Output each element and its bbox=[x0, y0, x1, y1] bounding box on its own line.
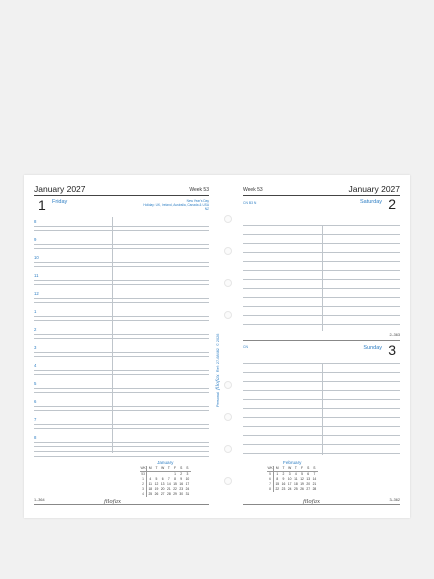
calendar-header-cell: T bbox=[293, 466, 299, 472]
mini-calendar-title: January bbox=[157, 460, 174, 465]
hour-label: 5 bbox=[34, 381, 37, 386]
spine-brand: filofax bbox=[215, 374, 221, 390]
calendar-day-cell: 22 bbox=[173, 487, 177, 491]
hour-label: 9 bbox=[34, 237, 37, 242]
holiday-line: Holiday: UK, Ireland, Australia, Canada & USA bbox=[143, 203, 209, 207]
half-hour-rule bbox=[34, 230, 209, 231]
calendar-day-cell: 1 bbox=[276, 472, 279, 476]
hour-label: 3 bbox=[34, 345, 37, 350]
calendar-day-cell: 16 bbox=[179, 482, 184, 486]
calendar-day-cell: 6 bbox=[307, 472, 310, 476]
calendar-header-cell: F bbox=[299, 466, 305, 472]
calendar-week-cell: 2 bbox=[140, 482, 147, 487]
calendar-day-cell: 12 bbox=[300, 477, 304, 481]
calendar-day-cell: 25 bbox=[148, 492, 153, 496]
half-hour-rule bbox=[34, 356, 209, 357]
calendar-header-cell: WK bbox=[267, 466, 273, 470]
hour-rule bbox=[34, 226, 209, 227]
calendar-day-cell: 27 bbox=[306, 487, 311, 491]
hour-rule bbox=[34, 298, 209, 299]
left-week-number: Week 53 bbox=[189, 187, 209, 193]
calendar-week-cell: 1 bbox=[140, 477, 147, 482]
calendar-day-cell: 11 bbox=[294, 477, 298, 481]
hour-label: 4 bbox=[34, 363, 37, 368]
calendar-day-cell: 17 bbox=[287, 482, 292, 486]
calendar-day-cell: 2 bbox=[180, 472, 183, 476]
calendar-day-cell: 9 bbox=[282, 477, 285, 481]
hour-label: 7 bbox=[34, 417, 37, 422]
calendar-day-cell: 17 bbox=[185, 482, 190, 486]
calendar-day-cell: 21 bbox=[312, 482, 317, 486]
left-header-rule bbox=[34, 195, 209, 196]
saturday-day-name: Saturday bbox=[359, 199, 382, 205]
holiday-note bbox=[143, 199, 209, 211]
calendar-day-cell: 4 bbox=[149, 477, 152, 481]
column-divider bbox=[112, 217, 113, 453]
note-rule bbox=[34, 456, 209, 457]
half-hour-rule bbox=[34, 302, 209, 303]
calendar-day-cell: 8 bbox=[276, 477, 279, 481]
calendar-header-cell: S bbox=[307, 466, 310, 470]
hour-label: 1 bbox=[34, 309, 37, 314]
calendar-day-cell: 12 bbox=[154, 482, 159, 486]
filofax-logo-left: filofax bbox=[104, 499, 122, 505]
sunday-column-divider bbox=[322, 363, 323, 455]
filofax-logo-right: filofax bbox=[303, 499, 321, 505]
saturday-day-code: 2–363 bbox=[389, 333, 400, 337]
calendar-header-cell: T bbox=[280, 466, 286, 472]
calendar-header-cell: T bbox=[166, 466, 172, 472]
hour-label: 6 bbox=[34, 399, 37, 404]
calendar-week-cell: 7 bbox=[267, 482, 274, 487]
half-hour-rule bbox=[34, 374, 209, 375]
calendar-day-cell: 10 bbox=[185, 477, 190, 481]
calendar-header-cell: W bbox=[161, 466, 165, 470]
hour-label: 12 bbox=[34, 291, 39, 296]
calendar-day-cell: 7 bbox=[167, 477, 170, 481]
calendar-day-cell: 18 bbox=[294, 482, 298, 486]
left-footer-rule bbox=[34, 504, 209, 505]
calendar-header-cell: S bbox=[180, 466, 183, 470]
calendar-day-cell: 28 bbox=[167, 492, 171, 496]
calendar-day-cell: 23 bbox=[281, 487, 286, 491]
calendar-week-cell: 4 bbox=[140, 492, 147, 497]
calendar-day-cell: 21 bbox=[167, 487, 171, 491]
calendar-week-cell: 53 bbox=[141, 472, 145, 476]
calendar-day-cell: 16 bbox=[281, 482, 286, 486]
hour-rule bbox=[34, 280, 209, 281]
right-week-number: Week 53 bbox=[243, 187, 263, 193]
half-hour-rule bbox=[34, 266, 209, 267]
hour-rule bbox=[34, 244, 209, 245]
hour-rule bbox=[34, 352, 209, 353]
left-page bbox=[24, 175, 217, 518]
hour-label: 10 bbox=[34, 255, 39, 260]
day-separator-rule bbox=[243, 340, 400, 341]
calendar-day-cell: 15 bbox=[275, 482, 280, 486]
holiday-line: NZ bbox=[204, 207, 209, 211]
calendar-header-cell: M bbox=[274, 466, 281, 472]
calendar-day-cell: 18 bbox=[148, 487, 153, 491]
calendar-day-cell: 27 bbox=[160, 492, 165, 496]
calendar-week-cell: 5 bbox=[267, 472, 274, 478]
calendar-header-cell: S bbox=[186, 466, 189, 470]
moon-phase-note: CN B3 N bbox=[243, 201, 257, 205]
hour-rule bbox=[34, 424, 209, 425]
spine-copyright: © 2026 bbox=[216, 333, 220, 346]
sunday-day-number: 3 bbox=[388, 342, 396, 358]
half-hour-rule bbox=[34, 320, 209, 321]
hour-label: 2 bbox=[34, 327, 37, 332]
calendar-day-cell: 2 bbox=[282, 472, 285, 476]
calendar-day-cell: 15 bbox=[173, 482, 177, 486]
calendar-day-cell: 7 bbox=[313, 472, 316, 476]
calendar-day-cell: 24 bbox=[185, 487, 190, 491]
right-footer-code: 3–362 bbox=[389, 498, 400, 502]
calendar-day-cell: 24 bbox=[287, 487, 292, 491]
half-hour-rule bbox=[34, 392, 209, 393]
calendar-day-cell: 23 bbox=[179, 487, 184, 491]
hour-label: 8 bbox=[34, 435, 37, 440]
calendar-day-cell: 5 bbox=[301, 472, 303, 476]
calendar-day-cell: 25 bbox=[294, 487, 298, 491]
spine-code: Ref: 27-68482 bbox=[216, 348, 220, 373]
left-month-title: January 2027 bbox=[34, 184, 86, 194]
calendar-week-cell: 8 bbox=[267, 487, 274, 492]
calendar-day-cell: 10 bbox=[287, 477, 292, 481]
left-day-number: 1 bbox=[38, 197, 46, 213]
calendar-day-cell: 8 bbox=[174, 477, 176, 481]
calendar-header-cell: M bbox=[147, 466, 154, 472]
right-footer-rule bbox=[243, 504, 400, 505]
hour-rule bbox=[34, 388, 209, 389]
calendar-week-cell: 6 bbox=[267, 477, 274, 482]
calendar-day-cell: 14 bbox=[312, 477, 317, 481]
calendar-day-cell: 3 bbox=[288, 472, 291, 476]
mini-calendar-january bbox=[140, 460, 191, 497]
calendar-day-cell: 11 bbox=[148, 482, 152, 486]
calendar-day-cell: 31 bbox=[185, 492, 190, 496]
calendar-header-cell: WK bbox=[140, 466, 146, 470]
sunday-day-name: Sunday bbox=[363, 345, 382, 351]
diary-spread bbox=[24, 175, 410, 518]
note-rule bbox=[34, 451, 209, 452]
right-page bbox=[217, 175, 410, 518]
hour-rule bbox=[34, 406, 209, 407]
calendar-header-cell: T bbox=[153, 466, 159, 472]
hour-rule bbox=[34, 442, 209, 443]
hour-label: 11 bbox=[34, 273, 39, 278]
calendar-day-cell: 13 bbox=[160, 482, 165, 486]
left-day-name: Friday bbox=[52, 199, 68, 205]
hour-label: 8 bbox=[34, 219, 37, 224]
calendar-day-cell: 20 bbox=[160, 487, 165, 491]
calendar-header-cell: S bbox=[313, 466, 316, 470]
calendar-header-cell: W bbox=[288, 466, 292, 470]
calendar-day-cell: 30 bbox=[179, 492, 184, 496]
calendar-day-cell: 19 bbox=[300, 482, 304, 486]
half-hour-rule bbox=[34, 284, 209, 285]
calendar-day-cell: 5 bbox=[155, 477, 158, 481]
hour-rule bbox=[34, 262, 209, 263]
mini-calendar-title: February bbox=[283, 460, 302, 465]
calendar-day-cell: 6 bbox=[161, 477, 164, 481]
calendar-day-cell: 4 bbox=[294, 472, 297, 476]
saturday-day-number: 2 bbox=[388, 196, 396, 212]
left-footer-code: 1–364 bbox=[34, 498, 45, 502]
spine-size: Personal bbox=[216, 392, 220, 407]
calendar-day-cell: 26 bbox=[154, 492, 159, 496]
calendar-day-cell: 9 bbox=[180, 477, 183, 481]
half-hour-rule bbox=[34, 338, 209, 339]
hour-rule bbox=[34, 334, 209, 335]
sunday-moon-note: CN bbox=[243, 345, 248, 349]
calendar-header-cell: F bbox=[172, 466, 178, 472]
calendar-day-cell: 1 bbox=[174, 472, 176, 476]
calendar-day-cell: 3 bbox=[186, 472, 189, 476]
holiday-line: New Year's Day bbox=[186, 199, 209, 203]
saturday-column-divider bbox=[322, 225, 323, 331]
half-hour-rule bbox=[34, 410, 209, 411]
hour-rule bbox=[34, 370, 209, 371]
calendar-day-cell: 13 bbox=[306, 477, 311, 481]
half-hour-rule bbox=[34, 248, 209, 249]
half-hour-rule bbox=[34, 428, 209, 429]
calendar-day-cell: 28 bbox=[312, 487, 317, 491]
calendar-day-cell: 29 bbox=[173, 492, 177, 496]
calendar-day-cell: 26 bbox=[300, 487, 304, 491]
right-header-rule bbox=[243, 195, 400, 196]
right-month-title: January 2027 bbox=[348, 184, 400, 194]
calendar-day-cell: 20 bbox=[306, 482, 311, 486]
half-hour-rule bbox=[34, 446, 209, 447]
calendar-week-cell: 3 bbox=[140, 487, 147, 492]
hour-rule bbox=[34, 316, 209, 317]
calendar-day-cell: 14 bbox=[167, 482, 171, 486]
calendar-day-cell: 19 bbox=[154, 487, 159, 491]
calendar-day-cell: 22 bbox=[275, 487, 280, 491]
mini-calendar-february bbox=[267, 460, 318, 492]
